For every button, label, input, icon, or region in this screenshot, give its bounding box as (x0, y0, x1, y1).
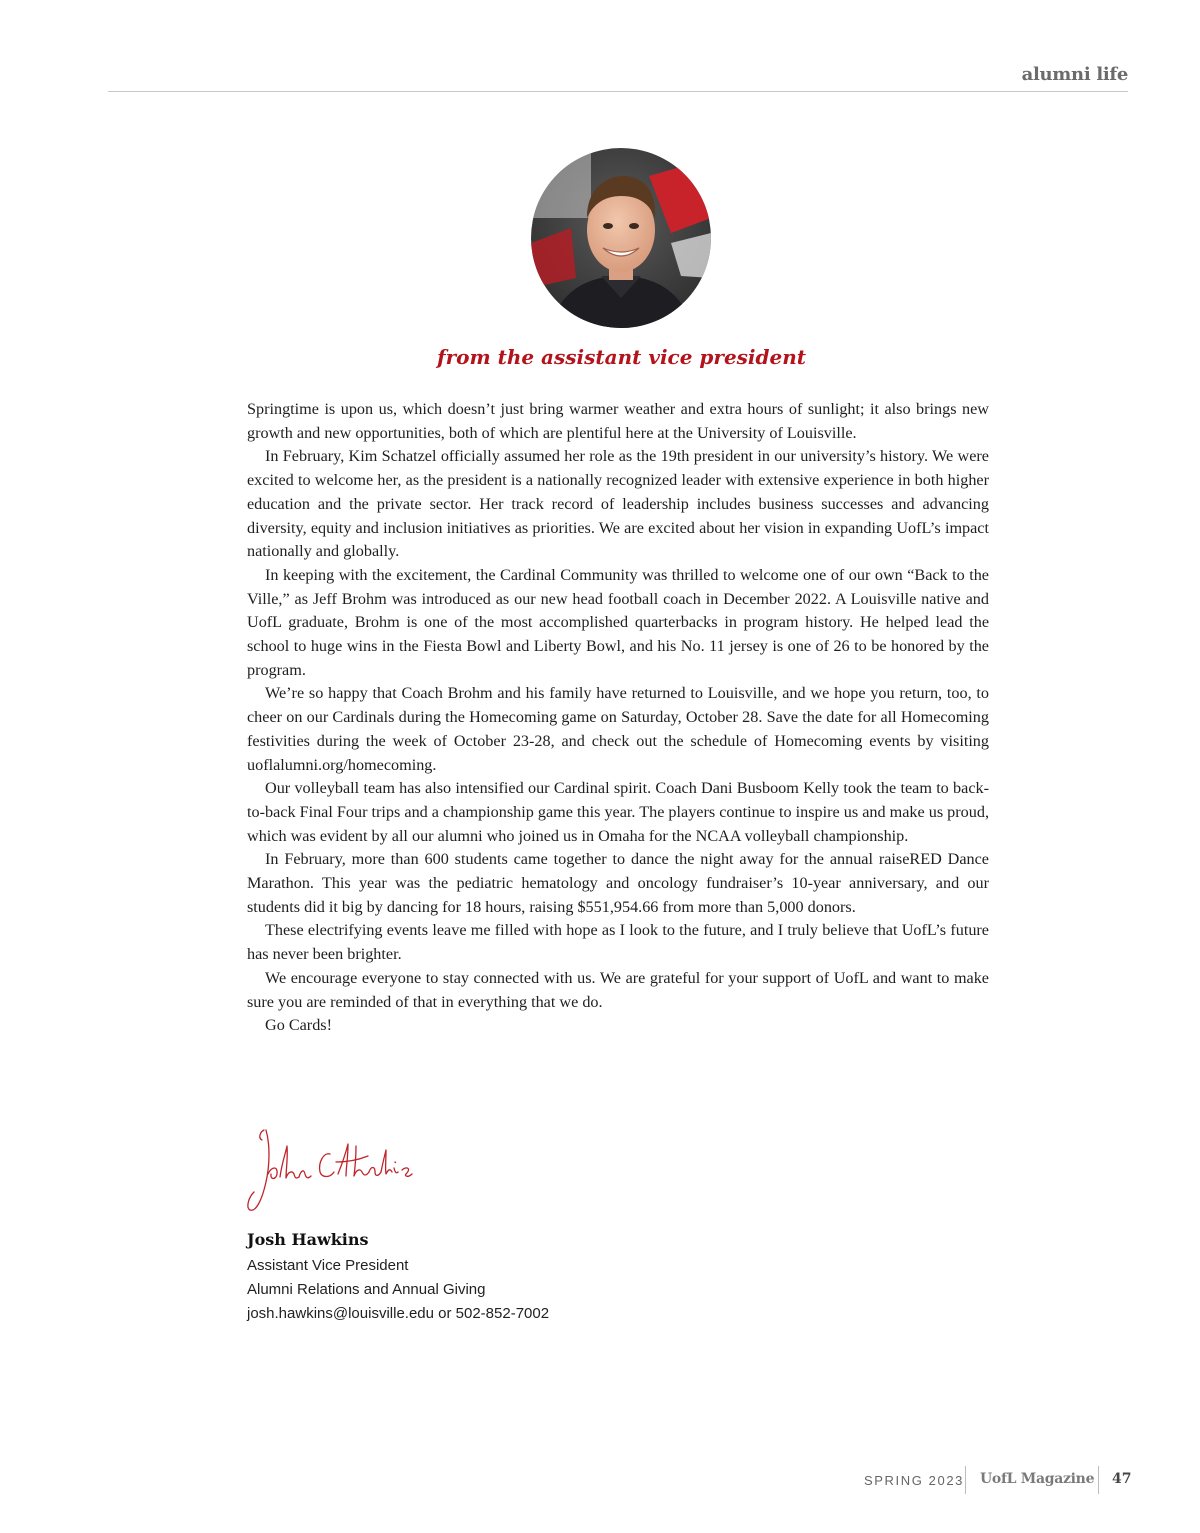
letter-paragraph: These electrifying events leave me filled with hope as I look to the future, and I truly believe that UofL’s future has never been brighter. (247, 921, 989, 964)
letter-body (247, 398, 989, 1038)
footer-divider (965, 1466, 966, 1494)
letter-paragraph: We’re so happy that Coach Brohm and his family have returned to Louisville, and we hope you return, too, to cheer on our Cardinals during the Homecoming game on Saturday, October 28. Save the date for all Homecoming festivities during the week of October 23-28, and check out the schedule of Homecoming events by visiting uoflalumni.org/homecoming. (247, 684, 989, 774)
handwritten-signature (244, 1122, 416, 1218)
page-number: 47 (1112, 1471, 1132, 1487)
signer-department: Alumni Relations and Annual Giving (247, 1281, 486, 1298)
letter-paragraph: Springtime is upon us, which doesn’t just bring warmer weather and extra hours of sunlight; it also brings new growth and new opportunities, both of which are plentiful here at the University of Louisville. (247, 400, 989, 442)
letter-paragraph: In keeping with the excitement, the Cardinal Community was thrilled to welcome one of our own “Back to the Ville,” as Jeff Brohm was introduced as our new head football coach in December 2022. A Louisville native and UofL graduate, Brohm is one of the most accomplished quarterbacks in program history. He helped lead the school to huge wins in the Fiesta Bowl and Liberty Bowl, and his No. 11 jersey is one of 26 to be honored by the program. (247, 565, 989, 679)
letter-paragraph: Our volleyball team has also intensified our Cardinal spirit. Coach Dani Busboom Kelly took the team to back-to-back Final Four trips and a championship game this year. The players continue to inspire us and make us proud, which was evident by all our alumni who joined us in Omaha for the NCAA volleyball championship. (247, 779, 989, 845)
letter-paragraph: In February, Kim Schatzel officially assumed her role as the 19th president in our university’s history. We were excited to welcome her, as the president is a nationally recognized leader with extensive experience in both higher education and the private sector. Her track record of leadership includes business successes and advancing diversity, equity and inclusion initiatives as priorities. We are excited about her vision in expanding UofL’s impact nationally and globally. (247, 447, 989, 561)
letter-paragraph: In February, more than 600 students came together to dance the night away for the annual raiseRED Dance Marathon. This year was the pediatric hematology and oncology fundraiser’s 10-year anniversary, and our students did it big by dancing for 18 hours, raising $551,954.66 from more than 5,000 donors. (247, 850, 989, 916)
footer-divider (1098, 1466, 1099, 1494)
letter-heading: from the assistant vice president (436, 345, 807, 369)
signer-contact: josh.hawkins@louisville.edu or 502-852-7002 (247, 1305, 550, 1322)
signer-title: Assistant Vice President (247, 1257, 409, 1274)
letter-paragraph: Go Cards! (265, 1016, 332, 1035)
signer-name: Josh Hawkins (247, 1230, 369, 1249)
header-divider (108, 91, 1128, 92)
letter-paragraph: We encourage everyone to stay connected with us. We are grateful for your support of UofL and want to make sure you are reminded of that in everything that we do. (247, 968, 989, 1011)
footer-issue: SPRING 2023 (864, 1473, 964, 1488)
portrait-photo (531, 148, 711, 328)
section-label: alumni life (1021, 64, 1128, 85)
footer-magazine-name: UofL Magazine (980, 1471, 1095, 1487)
